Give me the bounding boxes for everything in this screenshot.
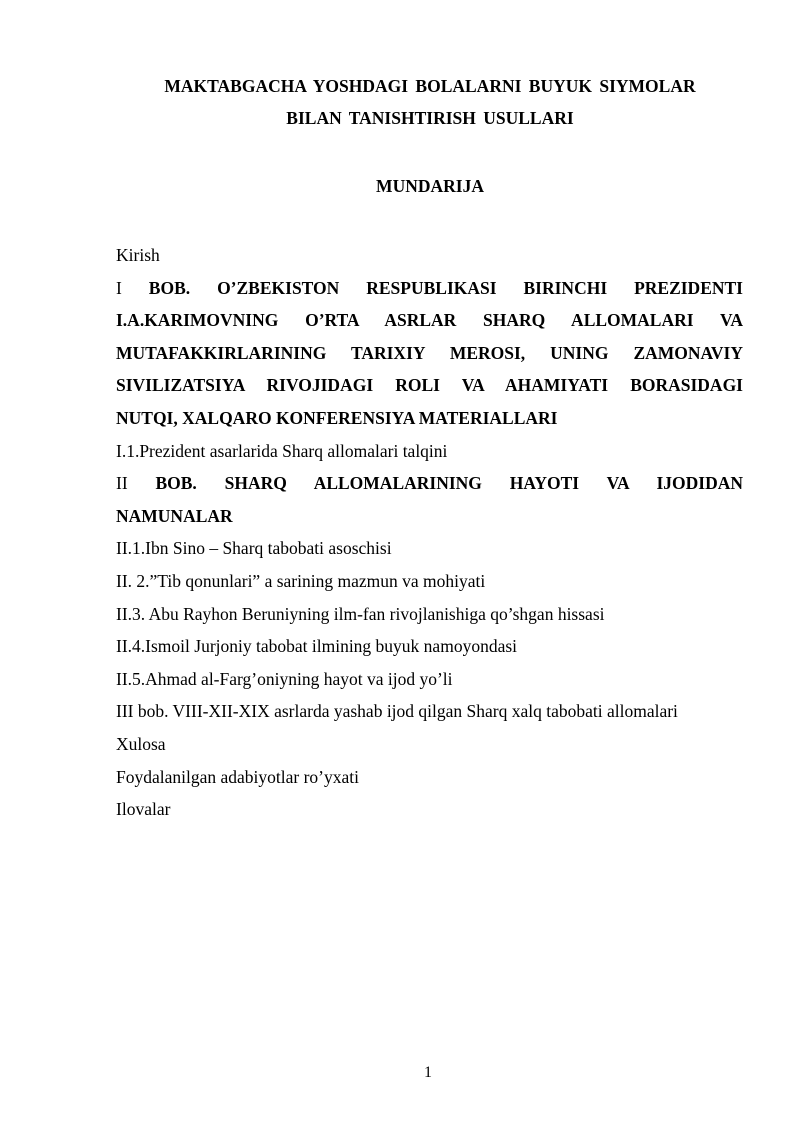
toc-chapter-3: III bob. VIII-XII-XIX asrlarda yashab ijod qilgan Sharq xalq tabobati allomalari bbox=[116, 701, 678, 722]
table-of-contents bbox=[116, 239, 743, 826]
document-title-line-2: BILAN TANISHTIRISH USULLARI bbox=[286, 108, 574, 128]
toc-section-2-5: II.5.Ahmad al-Farg’oniyning hayot va ijod yo’li bbox=[116, 668, 453, 689]
toc-section-2-4: II.4.Ismoil Jurjoniy tabobat ilmining buyuk namoyondasi bbox=[116, 636, 518, 657]
chapter-1-title-line-5: NUTQI, XALQARO KONFERENSIYA MATERIALLARI bbox=[116, 407, 558, 428]
toc-chapter-1 bbox=[116, 272, 743, 435]
contents-heading: MUNDARIJA bbox=[376, 176, 484, 196]
chapter-1-title-line-4: SIVILIZATSIYA RIVOJIDAGI ROLI VA AHAMIYATI BORASIDAGI bbox=[116, 375, 743, 396]
toc-references: Foydalanilgan adabiyotlar ro’yxati bbox=[116, 766, 359, 787]
toc-section-2-3: II.3. Abu Rayhon Beruniyning ilm-fan rivojlanishiga qo’shgan hissasi bbox=[116, 603, 605, 624]
chapter-1-number: I bbox=[116, 277, 122, 298]
chapter-1-title-line-3: MUTAFAKKIRLARINING TARIXIY MEROSI, UNING ZAMONAVIY bbox=[116, 342, 743, 363]
toc-intro: Kirish bbox=[116, 245, 160, 265]
toc-section-2-2: II. 2.”Tib qonunlari” a sarining mazmun va mohiyati bbox=[116, 570, 486, 591]
toc-conclusion: Xulosa bbox=[116, 733, 166, 754]
chapter-2-title-line-1: BOB. SHARQ ALLOMALARINING HAYOTI VA IJODIDAN bbox=[155, 473, 743, 494]
chapter-1-title-line-2: I.A.KARIMOVNING O’RTA ASRLAR SHARQ ALLOMALARI VA bbox=[116, 310, 743, 331]
page-number: 1 bbox=[424, 1064, 432, 1081]
chapter-2-number: II bbox=[116, 473, 128, 494]
chapter-1-title-line-1: BOB. O’ZBEKISTON RESPUBLIKASI BIRINCHI PREZIDENTI bbox=[148, 277, 743, 298]
chapter-2-title-line-2: NAMUNALAR bbox=[116, 505, 233, 526]
toc-section-2-1: II.1.Ibn Sino – Sharq tabobati asoschisi bbox=[116, 538, 392, 559]
toc-section-1-1: I.1.Prezident asarlarida Sharq allomalari talqini bbox=[116, 440, 448, 461]
document-title-line-1: MAKTABGACHA YOSHDAGI BOLALARNI BUYUK SIYMOLAR bbox=[164, 76, 696, 96]
toc-chapter-2 bbox=[116, 467, 743, 532]
toc-appendices: Ilovalar bbox=[116, 799, 171, 820]
